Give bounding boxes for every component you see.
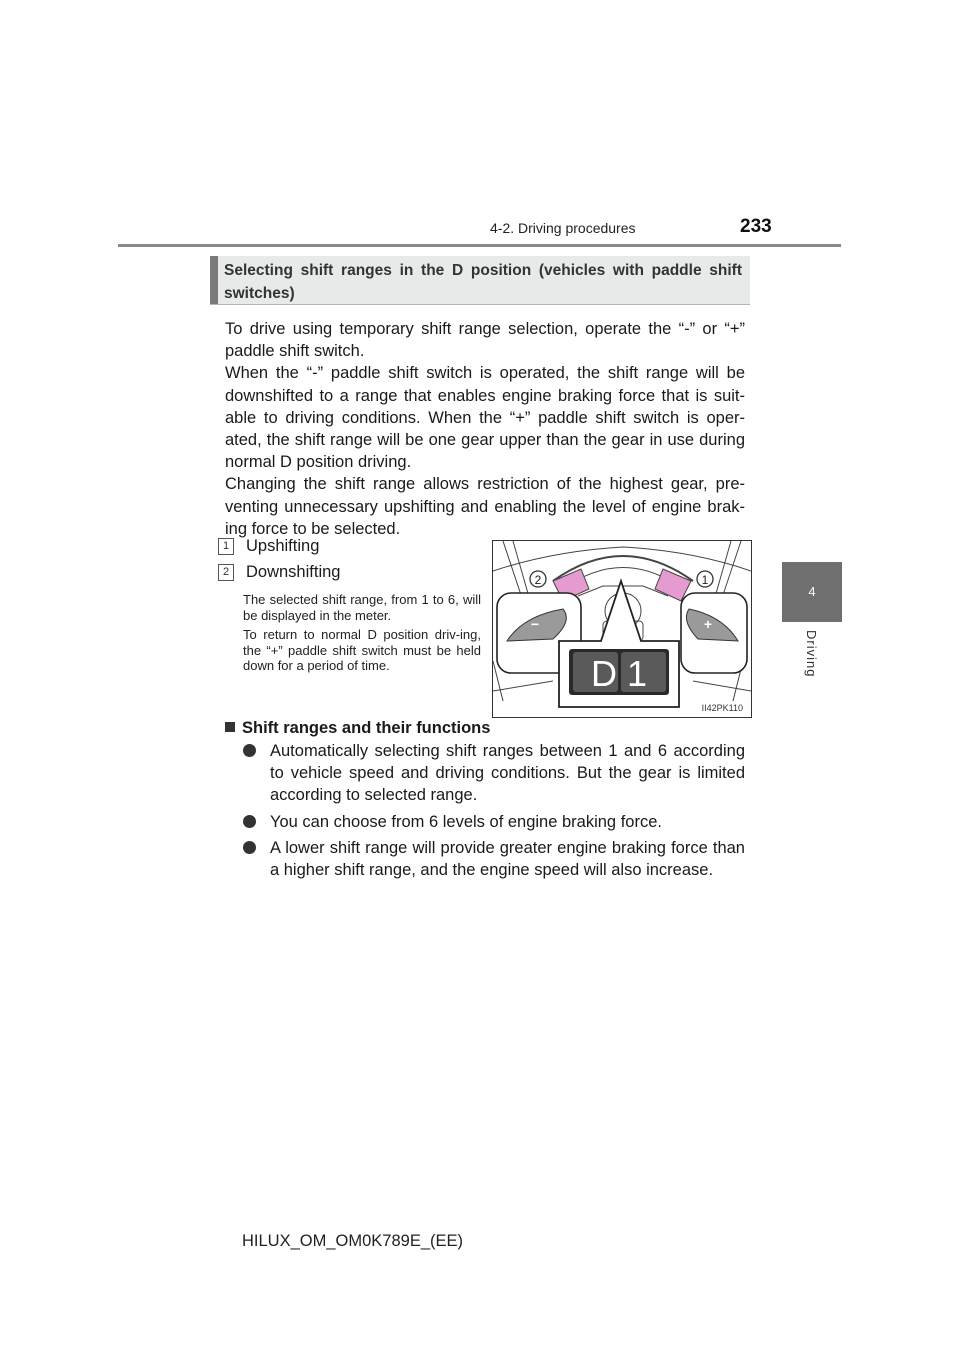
figure-callout-2: 2 [534, 573, 542, 587]
numbered-item-label: Upshifting [246, 537, 320, 555]
number-box: 1 [218, 538, 234, 555]
header-divider [118, 244, 841, 247]
number-box: 2 [218, 564, 234, 581]
numbered-item-2 [218, 563, 340, 582]
bullet-dot-icon [243, 744, 256, 757]
bullet-text: You can choose from 6 levels of engine braking force. [270, 812, 662, 831]
numbered-item-1 [218, 537, 319, 556]
bullet-text: Automatically selecting shift ranges between 1 and 6 according to vehicle speed and driving conditions. But the gear is limited according to selected range. [270, 742, 745, 805]
chapter-tab-label [782, 622, 842, 694]
note-text: The selected shift range, from 1 to 6, will be displayed in the meter. [243, 592, 481, 623]
figure-code: II42PK110 [701, 703, 743, 713]
bullet-list [243, 740, 745, 885]
minus-label: − [530, 616, 540, 632]
subsection-title: Shift ranges and their functions [242, 719, 491, 737]
list-item [243, 811, 745, 833]
bullet-dot-icon [243, 815, 256, 828]
subsection-heading [225, 719, 490, 738]
paddle-shift-illustration [493, 541, 751, 717]
list-item [243, 837, 745, 881]
figure-callout-1: 1 [701, 573, 709, 587]
section-title-box [210, 256, 750, 305]
plus-label: + [703, 616, 713, 632]
square-bullet-icon [225, 722, 235, 732]
page-number: 233 [740, 216, 772, 237]
title-accent-bar [210, 256, 218, 304]
document-footer: HILUX_OM_OM0K789E_(EE) [242, 1232, 464, 1250]
chapter-tab-number: 4 [782, 562, 842, 622]
section-title: Selecting shift ranges in the D position (vehicles with paddle shift switches) [224, 262, 742, 302]
bullet-dot-icon [243, 841, 256, 854]
header-section-title: 4-2. Driving procedures [490, 220, 636, 236]
note-text: To return to normal D position driv-ing, the “+” paddle shift switch must be held down for a period of time. [243, 627, 481, 673]
gear-display-text: D 1 [590, 653, 648, 694]
paddle-shift-figure [492, 540, 752, 718]
paragraph: To drive using temporary shift range selection, operate the “-” or “+” paddle shift switch. [225, 320, 745, 361]
list-item [243, 740, 745, 807]
paragraph: When the “-” paddle shift switch is operated, the shift range will be downshifted to a range that enables engine braking force that is suit-able to driving conditions. When the “+” paddle shift switch is oper-ated, the shift range will be one gear upper than the gear in use during normal D position driving. [225, 364, 745, 472]
chapter-tab-label-text: Driving [804, 630, 819, 678]
bullet-text: A lower shift range will provide greater engine braking force than a higher shift range, and the engine speed will also increase. [270, 838, 745, 880]
paragraph: Changing the shift range allows restriction of the highest gear, pre-venting unnecessary upshifting and enabling the level of engine brak-ing force to be selected. [225, 475, 745, 538]
body-paragraphs [225, 318, 745, 540]
numbered-item-label: Downshifting [246, 563, 341, 581]
